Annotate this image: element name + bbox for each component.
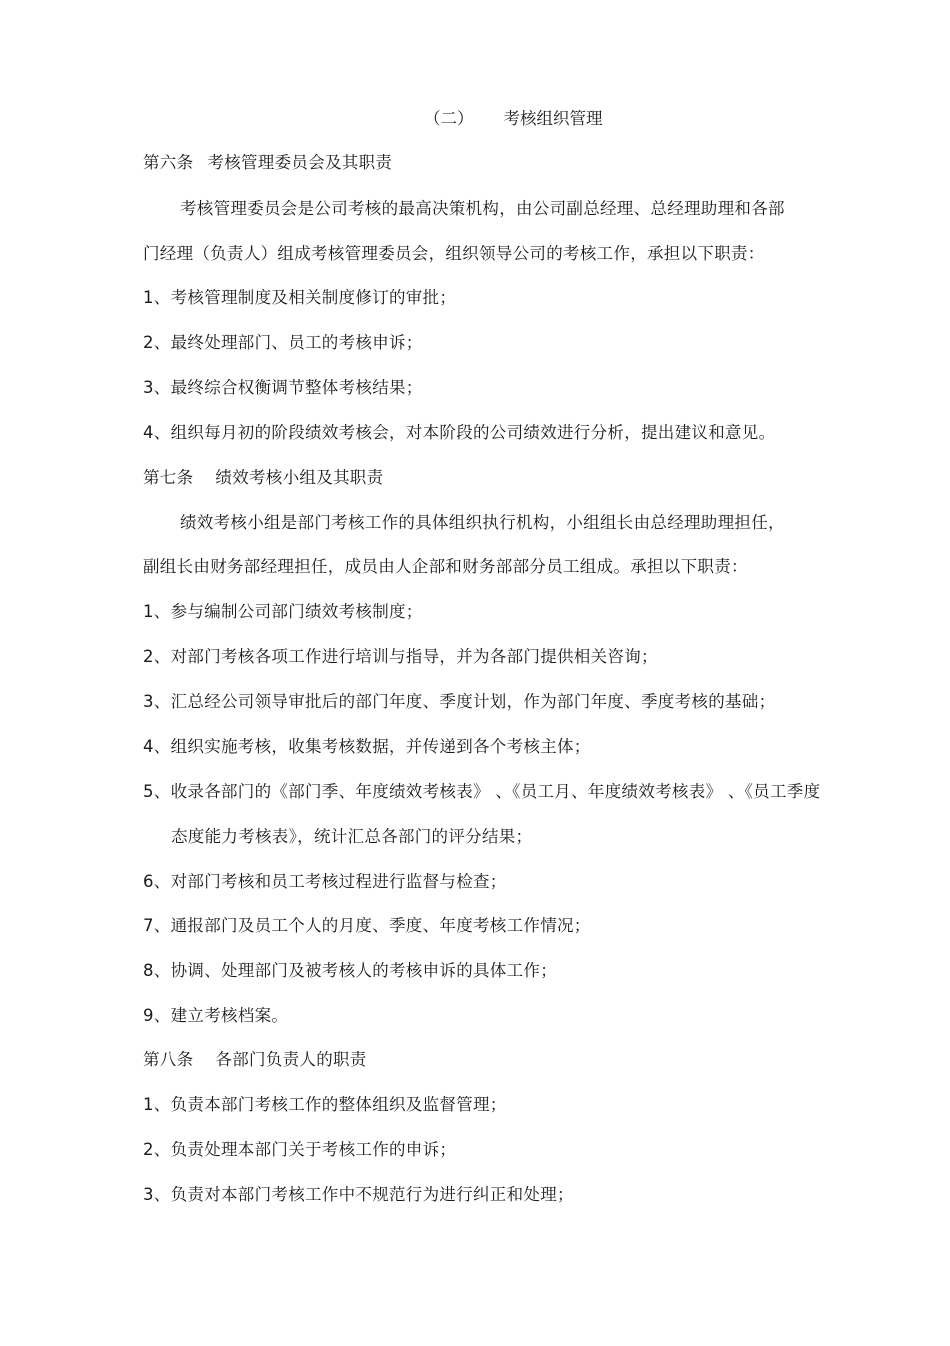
list-item: 3、负责对本部门考核工作中不规范行为进行纠正和处理； bbox=[143, 1185, 574, 1204]
list-item: 2、负责处理本部门关于考核工作的申诉； bbox=[143, 1140, 457, 1159]
article-title: 绩效考核小组及其职责 bbox=[215, 468, 384, 487]
article-8-heading bbox=[143, 1049, 367, 1071]
article-7-heading bbox=[143, 467, 383, 489]
list-item: 3、最终综合权衡调节整体考核结果； bbox=[143, 378, 423, 397]
article-title: 考核管理委员会及其职责 bbox=[207, 153, 393, 172]
list-item: 5、收录各部门的《部门季、年度绩效考核表》 、《员工月、年度绩效考核表》 、《员工季度 bbox=[143, 782, 821, 801]
paragraph-line: 考核管理委员会是公司考核的最高决策机构，由公司副总经理、总经理助理和各部 bbox=[180, 199, 785, 218]
paragraph-line: 副组长由财务部经理担任，成员由人企部和财务部部分员工组成。承担以下职责： bbox=[143, 557, 748, 576]
list-item: 6、对部门考核和员工考核过程进行监督与检查； bbox=[143, 872, 507, 891]
list-item: 1、负责本部门考核工作的整体组织及监督管理； bbox=[143, 1095, 507, 1114]
article-label: 第六条 bbox=[143, 153, 194, 172]
list-item: 8、协调、处理部门及被考核人的考核申诉的具体工作； bbox=[143, 961, 557, 980]
list-item: 1、参与编制公司部门绩效考核制度； bbox=[143, 602, 423, 621]
section-heading bbox=[424, 108, 603, 130]
list-item: 3、汇总经公司领导审批后的部门年度、季度计划，作为部门年度、季度考核的基础； bbox=[143, 692, 776, 711]
section-number: （二） bbox=[424, 109, 474, 128]
section-title: 考核组织管理 bbox=[503, 109, 603, 128]
paragraph-line: 门经理（负责人）组成考核管理委员会，组织领导公司的考核工作，承担以下职责： bbox=[143, 244, 765, 263]
article-label: 第八条 bbox=[143, 1050, 194, 1069]
list-item-continuation: 态度能力考核表》，统计汇总各部门的评分结果； bbox=[171, 827, 533, 846]
list-item: 1、考核管理制度及相关制度修订的审批； bbox=[143, 288, 457, 307]
list-item: 4、组织每月初的阶段绩效考核会，对本阶段的公司绩效进行分析，提出建议和意见。 bbox=[143, 423, 776, 442]
paragraph-line: 绩效考核小组是部门考核工作的具体组织执行机构，小组组长由总经理助理担任， bbox=[180, 513, 785, 532]
list-item: 2、对部门考核各项工作进行培训与指导，并为各部门提供相关咨询； bbox=[143, 647, 658, 666]
list-item: 2、最终处理部门、员工的考核申诉； bbox=[143, 333, 423, 352]
list-item: 4、组织实施考核，收集考核数据，并传递到各个考核主体； bbox=[143, 737, 591, 756]
list-item: 9、建立考核档案。 bbox=[143, 1006, 289, 1025]
article-title: 各部门负责人的职责 bbox=[215, 1050, 367, 1069]
article-6-heading bbox=[143, 152, 392, 174]
article-label: 第七条 bbox=[143, 468, 194, 487]
list-item: 7、通报部门及员工个人的月度、季度、年度考核工作情况； bbox=[143, 916, 591, 935]
